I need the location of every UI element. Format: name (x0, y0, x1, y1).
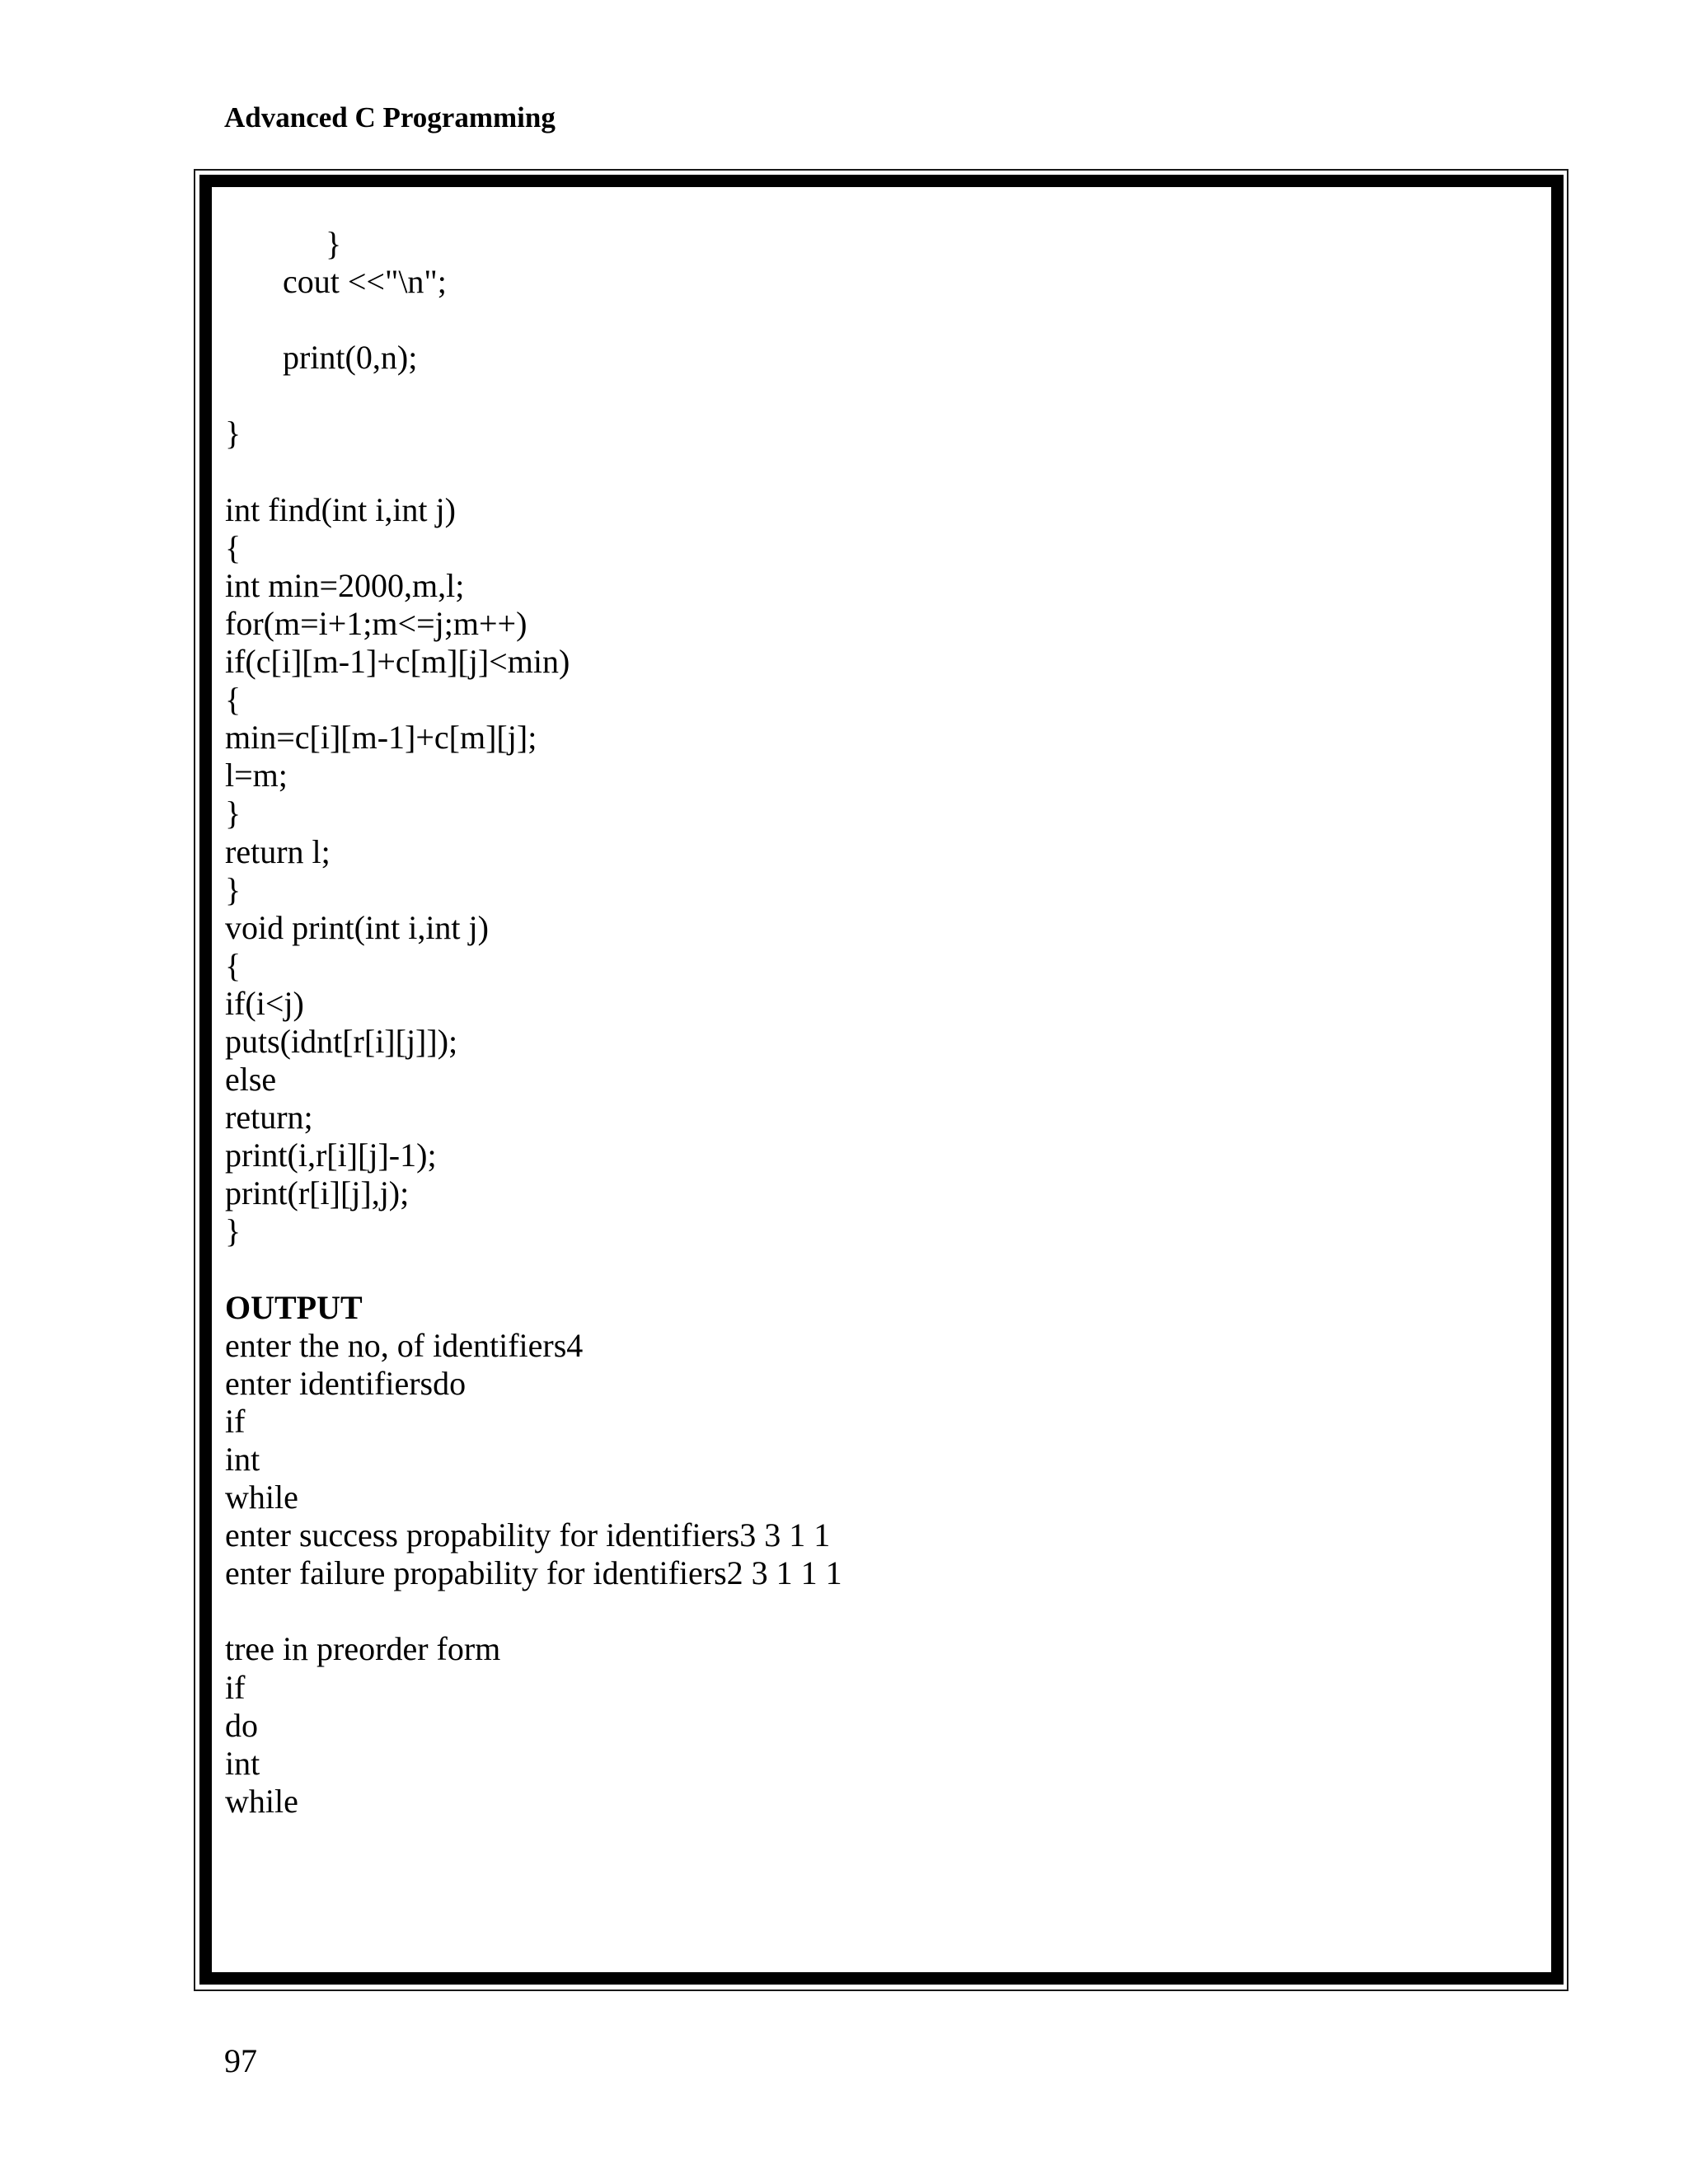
code-line: int min=2000,m,l; (225, 566, 465, 604)
code-line: } (225, 870, 241, 908)
code-line: if(c[i][m-1]+c[m][j]<min) (225, 643, 570, 681)
code-line: min=c[i][m-1]+c[m][j]; (225, 719, 537, 757)
code-line: if (225, 1402, 246, 1440)
code-line: else (225, 1061, 277, 1099)
code-line: { (225, 681, 241, 719)
page-number: 97 (224, 2042, 257, 2079)
section-heading: OUTPUT (225, 1288, 363, 1326)
blank-line (225, 1592, 1527, 1630)
blank-line (225, 453, 1527, 491)
code-line: int (225, 1744, 260, 1782)
blank-line (225, 1251, 1527, 1289)
code-line: for(m=i+1;m<=j;m++) (225, 604, 528, 642)
code-line: cout <<"\n"; (283, 263, 447, 301)
code-line: enter failure propability for identifiers2 3 1 1 1 (225, 1554, 842, 1592)
code-line: } (225, 415, 241, 452)
code-line: while (225, 1782, 298, 1820)
code-line: print(r[i][j],j); (225, 1174, 410, 1212)
code-line: } (225, 794, 241, 832)
code-line: int (225, 1441, 260, 1478)
code-line: if (225, 1668, 246, 1706)
code-line: } (326, 225, 342, 262)
blank-line (225, 377, 1527, 415)
code-line: enter the no, of identifiers4 (225, 1326, 584, 1364)
code-line: { (225, 946, 241, 984)
code-line: void print(int i,int j) (225, 908, 489, 946)
code-line: return; (225, 1099, 313, 1137)
code-box-content (225, 225, 1527, 1821)
code-line: int find(int i,int j) (225, 490, 456, 528)
code-line: print(i,r[i][j]-1); (225, 1137, 437, 1174)
code-line: enter success propability for identifiers3 3 1 1 (225, 1516, 831, 1554)
code-line: while (225, 1479, 298, 1516)
code-line: enter identifiersdo (225, 1364, 467, 1402)
code-line: print(0,n); (283, 339, 418, 377)
blank-line (225, 301, 1527, 339)
running-header-title: Advanced C Programming (224, 101, 556, 134)
code-line: l=m; (225, 757, 288, 794)
code-line: do (225, 1706, 258, 1744)
code-line: if(i<j) (225, 984, 304, 1022)
code-line: return l; (225, 832, 331, 870)
code-line: } (225, 1212, 241, 1250)
code-line: tree in preorder form (225, 1630, 501, 1668)
code-line: { (225, 528, 241, 566)
code-line: puts(idnt[r[i][j]]); (225, 1022, 458, 1060)
